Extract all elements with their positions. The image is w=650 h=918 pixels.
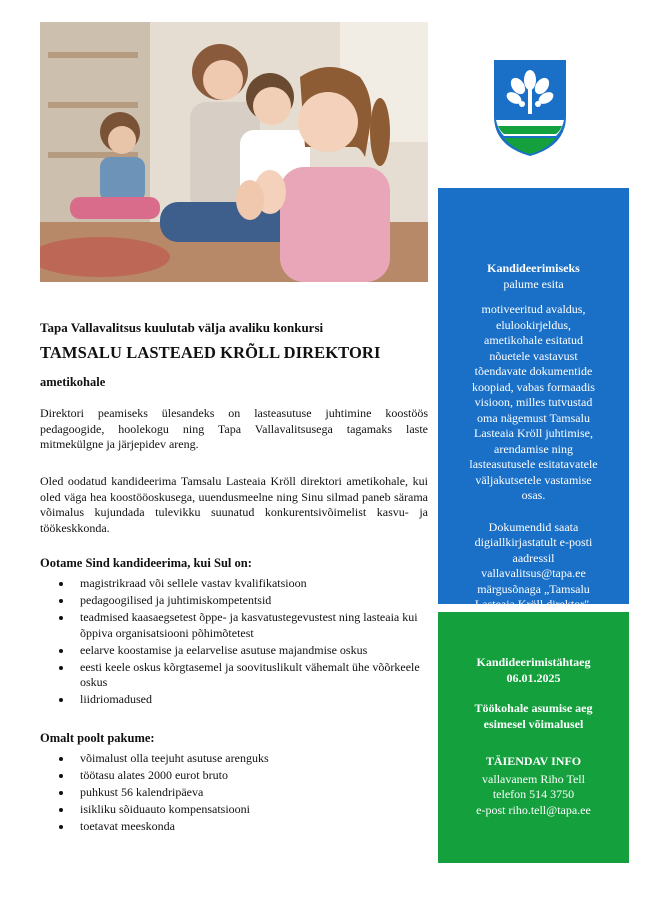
list-item: toetavat meeskonda [40,819,428,835]
deadline-label: Kandideerimistähtaeg [476,655,591,669]
offer-heading: Omalt poolt pakume: [40,731,155,745]
list-item: liidriomadused [40,692,428,708]
deadline-date: 06.01.2025 [506,670,561,685]
application-submission-info: Dokumendid saata digiallkirjastatult e-posti aadressil vallavalitsus@tapa.ee märgusõnaga „Tamsalu Lasteaia Kröll direktor". [474,519,593,611]
list-item: eesti keele oskus kõrgtasemel ja soovituslikult vähemalt ühe võõrkeele oskus [40,660,428,691]
info-heading: TÄIENDAV INFO [485,754,582,768]
list-item: teadmised kaasaegsetest õppe- ja kasvatustegevustest ning lasteaia kui õppiva organisatsiooni põhimõtetest [40,610,428,641]
list-item: pedagoogilised ja juhtimiskompetentsid [40,593,428,609]
deadline-info-panel [438,612,629,863]
list-item: eelarve koostamise ja eelarvelise asutuse majandmise oskus [40,643,428,659]
page-title: TAMSALU LASTEAED KRÕLL DIREKTORI [40,343,381,362]
contact-phone: telefon 514 3750 [492,787,575,801]
requirements-list [40,576,428,709]
contact-name: vallavanem Riho Tell [482,771,585,786]
application-heading: Kandideerimiseks [487,261,580,275]
contact-email: e-post riho.tell@tapa.ee [476,802,591,817]
requirements-heading: Ootame Sind kandideerima, kui Sul on: [40,556,252,570]
children-classroom-photo [40,22,428,282]
offer-list [40,751,428,836]
duties-paragraph: Direktori peamiseks ülesandeks on lasteasutuse juhtimine koostöös pedagoogide, hoolekogu ning Tapa Vallavalitsusega tagamaks laste mitmekülgne ja järjepidev areng. [40,406,428,451]
list-item: võimalust olla teejuht asutuse arenguks [40,751,428,767]
list-item: magistrikraad või sellele vastav kvalifikatsioon [40,576,428,592]
intro-text: Tapa Vallavalitsus kuulutab välja avaliku konkursi [40,320,324,335]
list-item: töötasu alates 2000 eurot bruto [40,768,428,784]
application-panel [438,188,629,611]
invitation-paragraph: Oled oodatud kandideerima Tamsalu Lasteaia Kröll direktori ametikohale, kui oled väga hea koostööoskusega, uuendusmeelne ning Sinu silmad paneb särama võimalus kujundada tulevikku suunatud konkurentsivõimelist kasvu- ja töökeskkonda. [40,474,428,535]
list-item: puhkust 56 kalendripäeva [40,785,428,801]
start-time-text: Töökohale asumise aeg esimesel võimalusel [474,701,593,731]
tapa-coat-of-arms-icon [494,60,566,156]
application-documents-list: motiveeritud avaldus, elulookirjeldus, ametikohale esitatud nõuetele vastavust tõendavate dokumentide koopiad, vabas formaadis visioon, milles tutvustad oma nägemust Tamsalu Lasteaia Kröll juhtimise, arendamise ning lasteasutusele esitatavatele väljakutsetele vastamise osas. [469,302,598,502]
application-lead: palume esita [503,276,564,291]
page-subtitle: ametikohale [40,375,106,389]
list-item: isikliku sõiduauto kompensatsiooni [40,802,428,818]
